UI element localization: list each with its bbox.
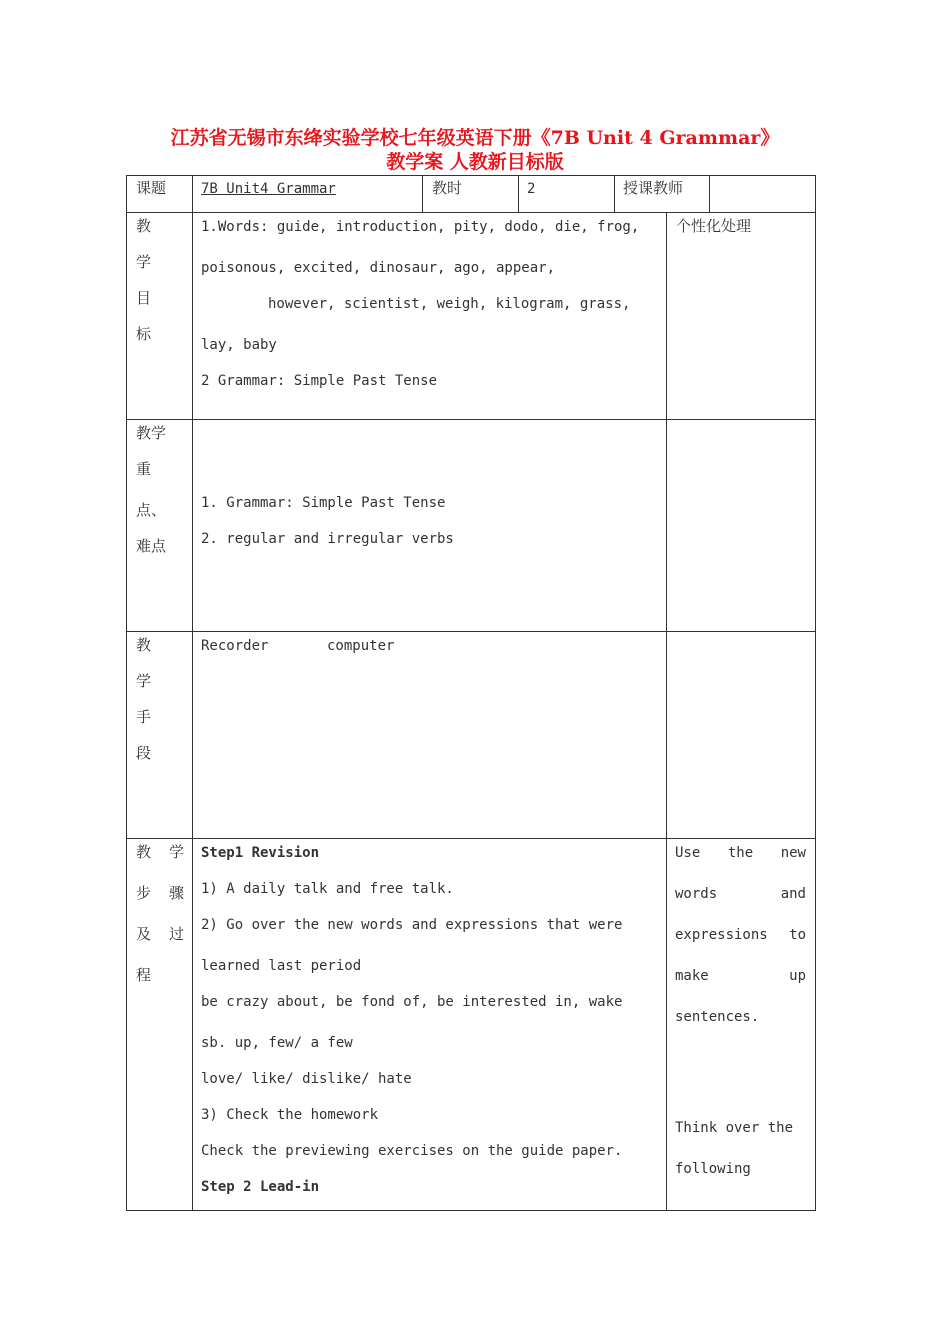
keypoints-label-4: 难点 — [136, 537, 167, 555]
note-word: new — [780, 845, 806, 861]
objectives-line-4: lay, baby — [201, 337, 277, 353]
document-title-line2: 教学案 人教新目标版 — [386, 151, 564, 173]
means-label-3: 手 — [136, 708, 152, 726]
note2-line-1: Think over the — [675, 1120, 794, 1136]
means-label-1: 教 — [136, 636, 152, 654]
steps-label-row-4: 程 — [136, 966, 152, 984]
steps-label-char: 学 — [168, 843, 184, 861]
note-word: make — [675, 968, 709, 984]
note-row-1 — [675, 844, 806, 862]
step-line-2: 1) A daily talk and free talk. — [201, 881, 454, 897]
personalization-label: 个性化处理 — [676, 217, 752, 235]
means-item-computer: computer — [327, 638, 395, 654]
steps-label-char: 步 — [136, 884, 152, 902]
step-line-7: love/ like/ dislike/ hate — [201, 1071, 412, 1087]
means-label-4: 段 — [136, 744, 152, 762]
hours-value: 2 — [527, 181, 536, 197]
note-word: Use — [675, 845, 701, 861]
keypoints-label-3: 点、 — [136, 501, 167, 519]
note-row-5: sentences. — [675, 1009, 760, 1025]
keypoints-line-2: 2. regular and irregular verbs — [201, 531, 454, 547]
note-word: the — [727, 845, 754, 861]
note-word: words — [675, 886, 718, 902]
note-word: to — [789, 927, 806, 943]
hours-label: 教时 — [432, 179, 463, 197]
objectives-label-4: 标 — [136, 325, 152, 343]
steps-label-row-3 — [136, 925, 184, 943]
step1-heading: Step1 Revision — [201, 845, 320, 861]
document-title-line1: 江苏省无锡市东绛实验学校七年级英语下册《7B Unit 4 Grammar》 — [170, 127, 780, 149]
keypoints-label-2: 重 — [136, 460, 152, 478]
topic-value: 7B Unit4 Grammar — [201, 181, 336, 197]
step2-heading: Step 2 Lead-in — [201, 1179, 320, 1195]
step-line-8: 3) Check the homework — [201, 1107, 379, 1123]
note-row-4 — [675, 967, 806, 985]
note2-line-2: following — [675, 1161, 751, 1177]
steps-label-row-1 — [136, 843, 184, 861]
objectives-label-2: 学 — [136, 253, 152, 271]
steps-label-char: 骤 — [168, 884, 184, 902]
step-line-5: be crazy about, be fond of, be interested in, wake — [201, 994, 623, 1010]
objectives-line-2: poisonous, excited, dinosaur, ago, appear, — [201, 260, 556, 276]
note-row-2 — [675, 885, 806, 903]
keypoints-line-1: 1. Grammar: Simple Past Tense — [201, 495, 446, 511]
teacher-label: 授课教师 — [623, 179, 684, 197]
step-line-3: 2) Go over the new words and expressions that were — [201, 917, 623, 933]
topic-label: 课题 — [136, 179, 167, 197]
steps-label-char: 教 — [136, 843, 152, 861]
means-item-recorder: Recorder — [201, 638, 269, 654]
keypoints-label-1: 教学 — [136, 424, 167, 442]
steps-label-char: 过 — [168, 925, 184, 943]
note-row-3 — [675, 926, 806, 944]
note-word: up — [789, 968, 806, 984]
note-word: and — [780, 886, 806, 902]
objectives-line-5: 2 Grammar: Simple Past Tense — [201, 373, 438, 389]
step-line-6: sb. up, few/ a few — [201, 1035, 353, 1051]
means-label-2: 学 — [136, 672, 152, 690]
objectives-line-1: 1.Words: guide, introduction, pity, dodo, die, frog, — [201, 219, 640, 235]
objectives-line-3: however, scientist, weigh, kilogram, grass, — [268, 296, 631, 312]
steps-label-char: 及 — [136, 925, 152, 943]
objectives-label-1: 教 — [136, 217, 152, 235]
note-word: expressions — [675, 927, 768, 943]
objectives-label-3: 目 — [136, 289, 152, 307]
step-line-4: learned last period — [201, 958, 362, 974]
step-line-9: Check the previewing exercises on the guide paper. — [201, 1143, 623, 1159]
steps-label-row-2 — [136, 884, 184, 902]
